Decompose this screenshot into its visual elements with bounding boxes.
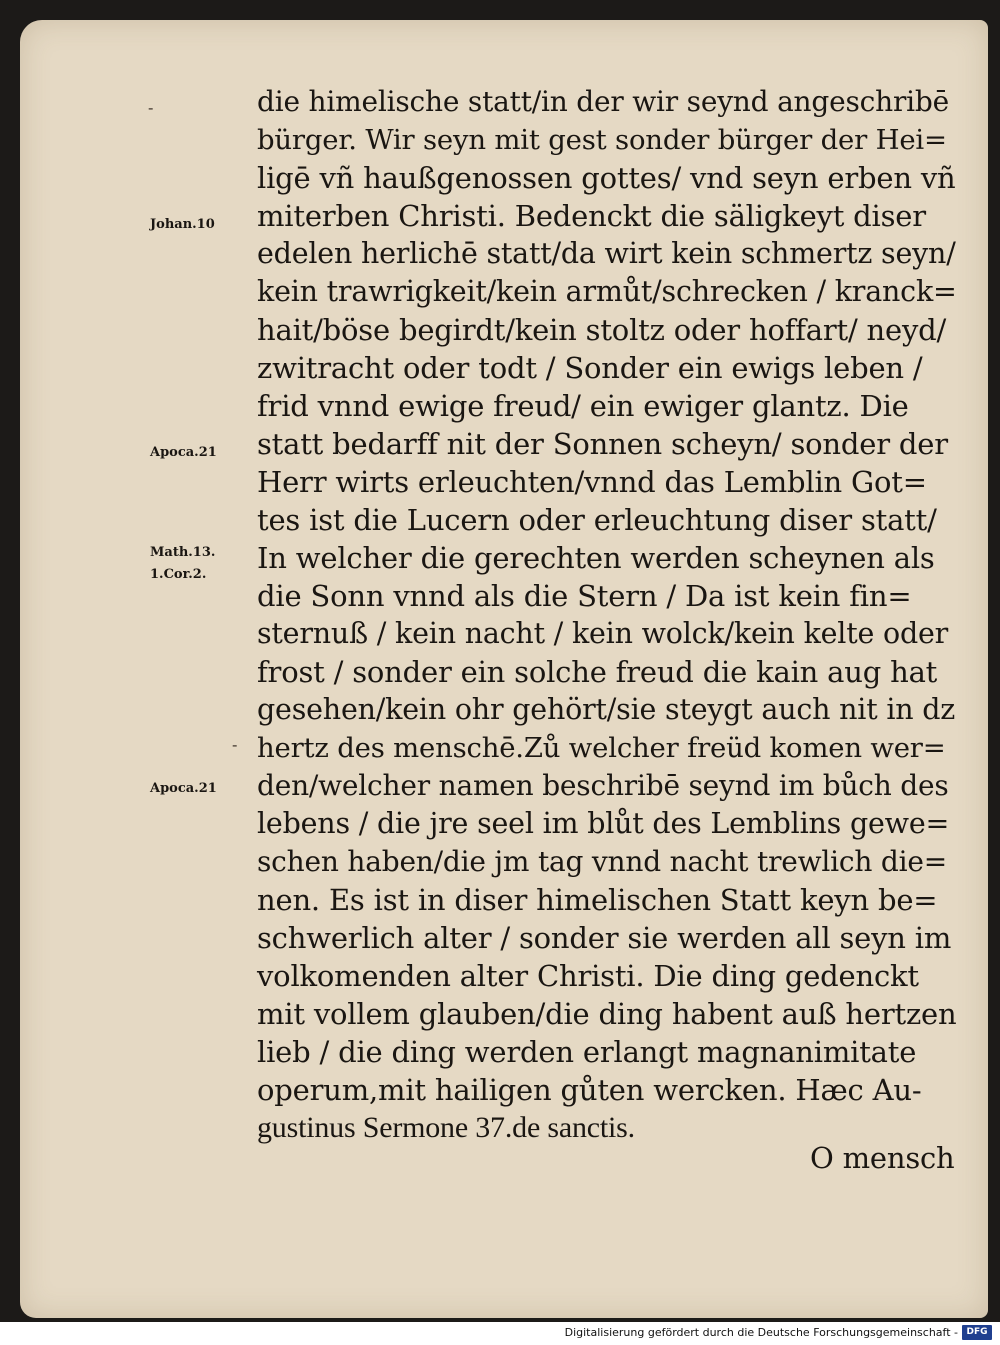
margin-note: 1.Cor.2.: [150, 567, 207, 582]
text-line: volkomenden alter Christi. Die ding gedenckt: [257, 959, 919, 993]
text-line: sternuß / kein nacht / kein wolck/kein kelte oder: [257, 617, 949, 650]
text-line: mit vollem glauben/die ding habent auß hertzen: [257, 997, 957, 1031]
text-line: schen haben/die jm tag vnnd nacht trewlich die=: [257, 845, 948, 878]
text-line: den/welcher namen beschribē seynd im bůch des: [257, 769, 949, 802]
text-line: lebens / die jre seel im blůt des Lemblins gewe=: [257, 807, 950, 840]
text-line: gesehen/kein ohr gehört/sie steygt auch nit in dz: [257, 693, 956, 726]
text-line: schwerlich alter / sonder sie werden all seyn im: [257, 921, 952, 955]
text-line: edelen herlichē statt/da wirt kein schmertz seyn/: [257, 237, 956, 270]
text-line: miterben Christi. Bedenckt die säligkeyt diser: [257, 199, 926, 233]
dfg-logo: DFG: [962, 1325, 992, 1340]
text-line: zwitracht oder todt / Sonder ein ewigs leben /: [257, 351, 923, 385]
text-line: nen. Es ist in diser himelischen Statt keyn be=: [257, 883, 938, 917]
text-line: kein trawrigkeit/kein armůt/schrecken / kranck=: [257, 275, 957, 308]
text-line: frid vnnd ewige freud/ ein ewiger glantz. Die: [257, 389, 909, 423]
text-line: statt bedarff nit der Sonnen scheyn/ sonder der: [257, 427, 948, 461]
catchword: O mensch: [810, 1141, 955, 1175]
text-line: bürger. Wir seyn mit gest sonder bürger der Hei=: [257, 124, 947, 156]
margin-note: Johan.10: [150, 217, 215, 232]
text-line: frost / sonder ein solche freud die kain aug hat: [257, 655, 938, 689]
margin-note: Apoca.21: [150, 445, 217, 460]
ink-mark: -: [232, 735, 238, 754]
text-line: In welcher die gerechten werden scheynen als: [257, 541, 935, 575]
text-line: tes ist die Lucern oder erleuchtung diser statt/: [257, 503, 937, 537]
text-line: die himelische statt/in der wir seynd angeschribē: [257, 85, 950, 118]
text-line: operum,mit hailigen gůten wercken. Hæc Au-: [257, 1073, 922, 1107]
text-line: lieb / die ding werden erlangt magnanimitate: [257, 1035, 917, 1069]
footer-bar: [0, 1322, 1000, 1345]
footer-credit: Digitalisierung gefördert durch die Deutsche Forschungsgemeinschaft -: [564, 1326, 958, 1339]
text-line: Herr wirts erleuchten/vnnd das Lemblin Got=: [257, 465, 927, 499]
text-line: die Sonn vnnd als die Stern / Da ist kein fin=: [257, 579, 912, 613]
margin-note: Apoca.21: [150, 781, 217, 796]
text-line: hertz des menschē.Zů welcher freüd komen wer=: [257, 732, 946, 764]
text-line: gustinus Sermone 37.de sanctis.: [257, 1111, 635, 1144]
ink-mark: -: [148, 98, 154, 117]
text-line: ligē vñ haußgenossen gottes/ vnd seyn erben vñ: [257, 161, 956, 195]
text-line: hait/böse begirdt/kein stoltz oder hoffart/ neyd/: [257, 313, 947, 347]
margin-note: Math.13.: [150, 545, 216, 560]
